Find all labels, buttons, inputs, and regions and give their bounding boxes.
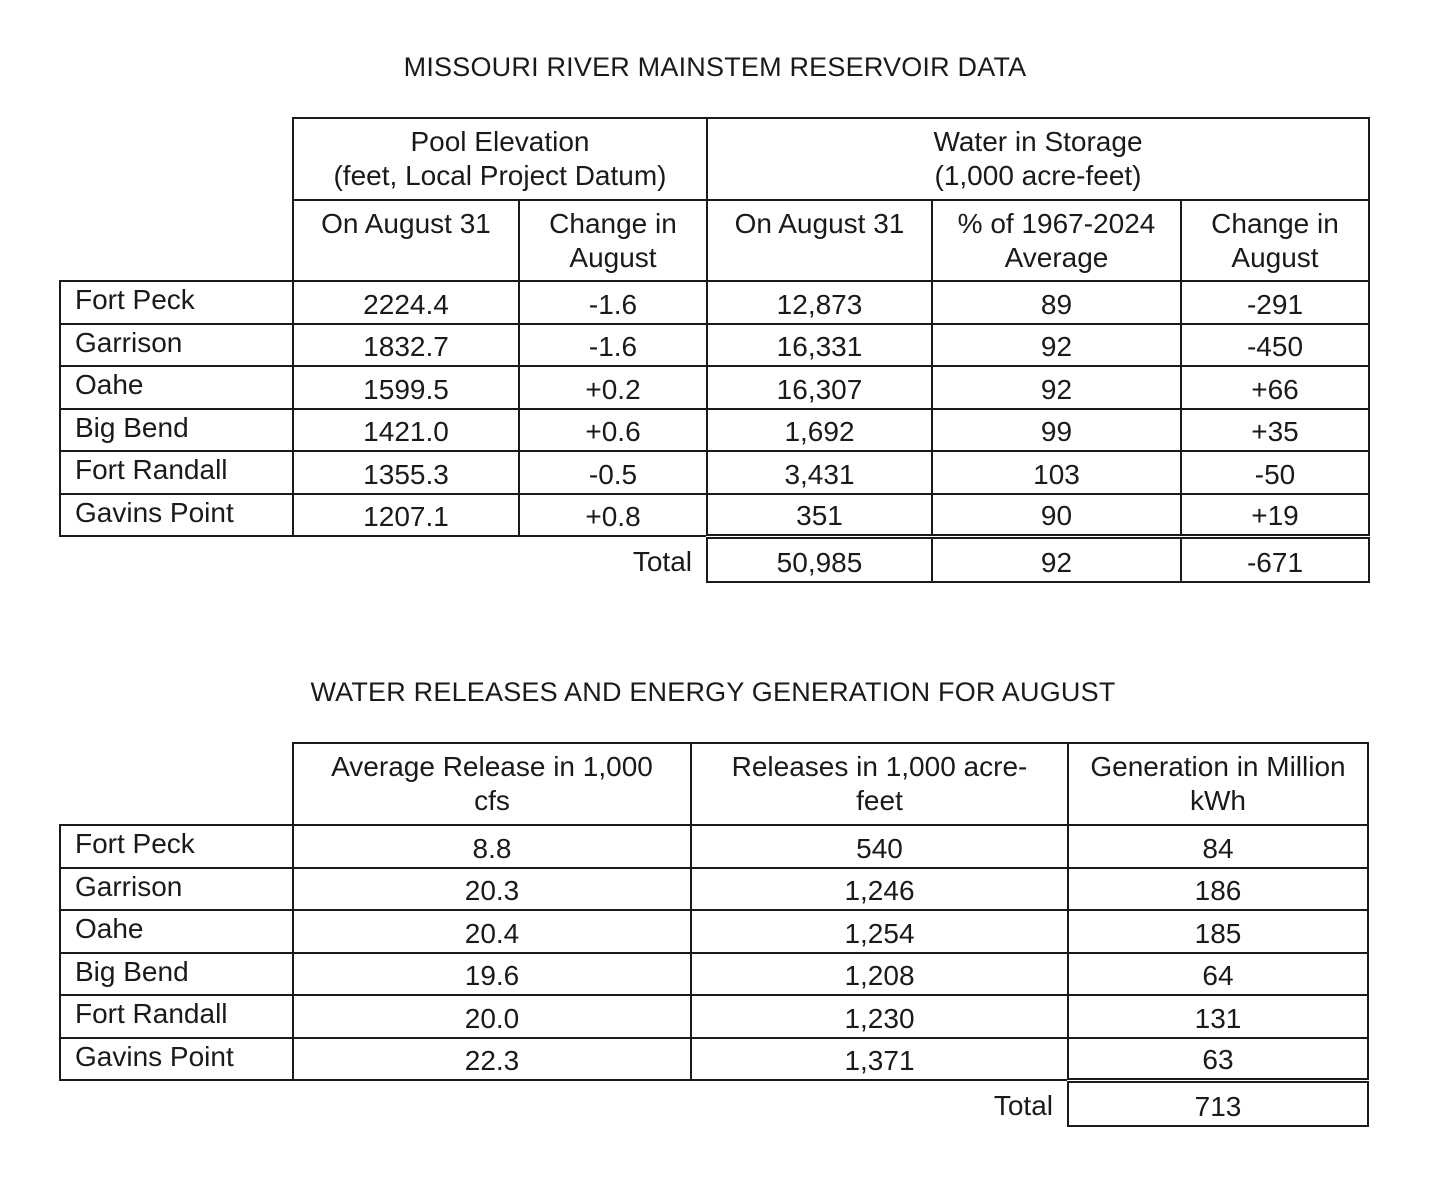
avg-release-value: 20.4 <box>293 910 691 953</box>
generation-value: 186 <box>1068 868 1368 911</box>
releases-value: 1,246 <box>691 868 1068 911</box>
storage-value: 1,692 <box>707 409 932 452</box>
storage-change-value: +35 <box>1181 409 1369 452</box>
generation-value: 131 <box>1068 995 1368 1038</box>
table-row <box>60 953 1368 996</box>
reservoir-total-row <box>60 536 1369 582</box>
pool-elevation-group-header: Pool Elevation (feet, Local Project Datum) <box>293 118 707 200</box>
row-header-corner <box>60 118 293 281</box>
storage-pct-value: 90 <box>932 494 1181 537</box>
table-row <box>60 995 1368 1038</box>
reservoir-name: Fort Peck <box>60 281 293 324</box>
total-storage: 50,985 <box>707 536 932 582</box>
releases-value: 1,254 <box>691 910 1068 953</box>
table-row <box>60 1038 1368 1081</box>
table-row <box>60 281 1369 324</box>
table-row <box>60 409 1369 452</box>
reservoir-name: Gavins Point <box>60 494 293 537</box>
generation-value: 63 <box>1068 1038 1368 1081</box>
pool-elevation-value: 1599.5 <box>293 366 519 409</box>
storage-change-value: +66 <box>1181 366 1369 409</box>
storage-change-value: -450 <box>1181 324 1369 367</box>
reservoir-name: Gavins Point <box>60 1038 293 1081</box>
storage-value: 12,873 <box>707 281 932 324</box>
pool-change-value: -0.5 <box>519 451 707 494</box>
total-storage-change: -671 <box>1181 536 1369 582</box>
pool-aug31-header: On August 31 <box>293 200 519 281</box>
table-row <box>60 366 1369 409</box>
generation-value: 185 <box>1068 910 1368 953</box>
reservoir-name: Big Bend <box>60 409 293 452</box>
releases-value: 1,371 <box>691 1038 1068 1081</box>
pool-elevation-value: 1207.1 <box>293 494 519 537</box>
storage-value: 16,331 <box>707 324 932 367</box>
storage-change-header: Change in August <box>1181 200 1369 281</box>
generation-value: 64 <box>1068 953 1368 996</box>
reservoir-name: Garrison <box>60 324 293 367</box>
pool-change-value: +0.2 <box>519 366 707 409</box>
pool-change-value: +0.8 <box>519 494 707 537</box>
storage-change-value: -50 <box>1181 451 1369 494</box>
pool-elevation-value: 2224.4 <box>293 281 519 324</box>
avg-release-value: 8.8 <box>293 825 691 868</box>
reservoir-name: Garrison <box>60 868 293 911</box>
releases-total-row <box>60 1080 1368 1126</box>
table-row <box>60 451 1369 494</box>
storage-pct-value: 103 <box>932 451 1181 494</box>
storage-value: 3,431 <box>707 451 932 494</box>
storage-value: 351 <box>707 494 932 537</box>
table-row <box>60 494 1369 537</box>
table-row <box>60 324 1369 367</box>
avg-release-value: 19.6 <box>293 953 691 996</box>
releases-table-title: WATER RELEASES AND ENERGY GENERATION FOR AUGUST <box>310 677 1116 707</box>
storage-change-value: +19 <box>1181 494 1369 537</box>
avg-release-value: 22.3 <box>293 1038 691 1081</box>
releases-generation-table <box>59 742 1369 1127</box>
table-row <box>60 868 1368 911</box>
water-storage-group-header: Water in Storage (1,000 acre-feet) <box>707 118 1369 200</box>
storage-value: 16,307 <box>707 366 932 409</box>
storage-pct-value: 92 <box>932 366 1181 409</box>
reservoir-table-title: MISSOURI RIVER MAINSTEM RESERVOIR DATA <box>403 52 1027 82</box>
reservoir-name: Fort Randall <box>60 995 293 1038</box>
row-header-corner <box>60 743 293 825</box>
pool-change-value: -1.6 <box>519 324 707 367</box>
avg-release-value: 20.3 <box>293 868 691 911</box>
reservoir-name: Oahe <box>60 366 293 409</box>
total-generation: 713 <box>1068 1080 1368 1126</box>
reservoir-data-table <box>59 117 1370 583</box>
reservoir-name: Big Bend <box>60 953 293 996</box>
avg-release-value: 20.0 <box>293 995 691 1038</box>
storage-pct-value: 99 <box>932 409 1181 452</box>
total-label: Total <box>632 546 692 577</box>
storage-pct-average-header: % of 1967-2024 Average <box>932 200 1181 281</box>
table-row <box>60 825 1368 868</box>
releases-acre-feet-header: Releases in 1,000 acre- feet <box>691 743 1068 825</box>
reservoir-name: Fort Peck <box>60 825 293 868</box>
pool-elevation-value: 1832.7 <box>293 324 519 367</box>
storage-pct-value: 92 <box>932 324 1181 367</box>
pool-change-value: -1.6 <box>519 281 707 324</box>
total-label: Total <box>993 1090 1053 1121</box>
pool-elevation-value: 1421.0 <box>293 409 519 452</box>
releases-value: 540 <box>691 825 1068 868</box>
releases-value: 1,230 <box>691 995 1068 1038</box>
generation-value: 84 <box>1068 825 1368 868</box>
reservoir-name: Oahe <box>60 910 293 953</box>
pool-change-value: +0.6 <box>519 409 707 452</box>
total-pct-average: 92 <box>932 536 1181 582</box>
reservoir-name: Fort Randall <box>60 451 293 494</box>
table-row <box>60 910 1368 953</box>
storage-aug31-header: On August 31 <box>707 200 932 281</box>
storage-pct-value: 89 <box>932 281 1181 324</box>
storage-change-value: -291 <box>1181 281 1369 324</box>
pool-elevation-value: 1355.3 <box>293 451 519 494</box>
generation-header: Generation in Million kWh <box>1068 743 1368 825</box>
pool-change-header: Change in August <box>519 200 707 281</box>
releases-value: 1,208 <box>691 953 1068 996</box>
avg-release-header: Average Release in 1,000 cfs <box>293 743 691 825</box>
